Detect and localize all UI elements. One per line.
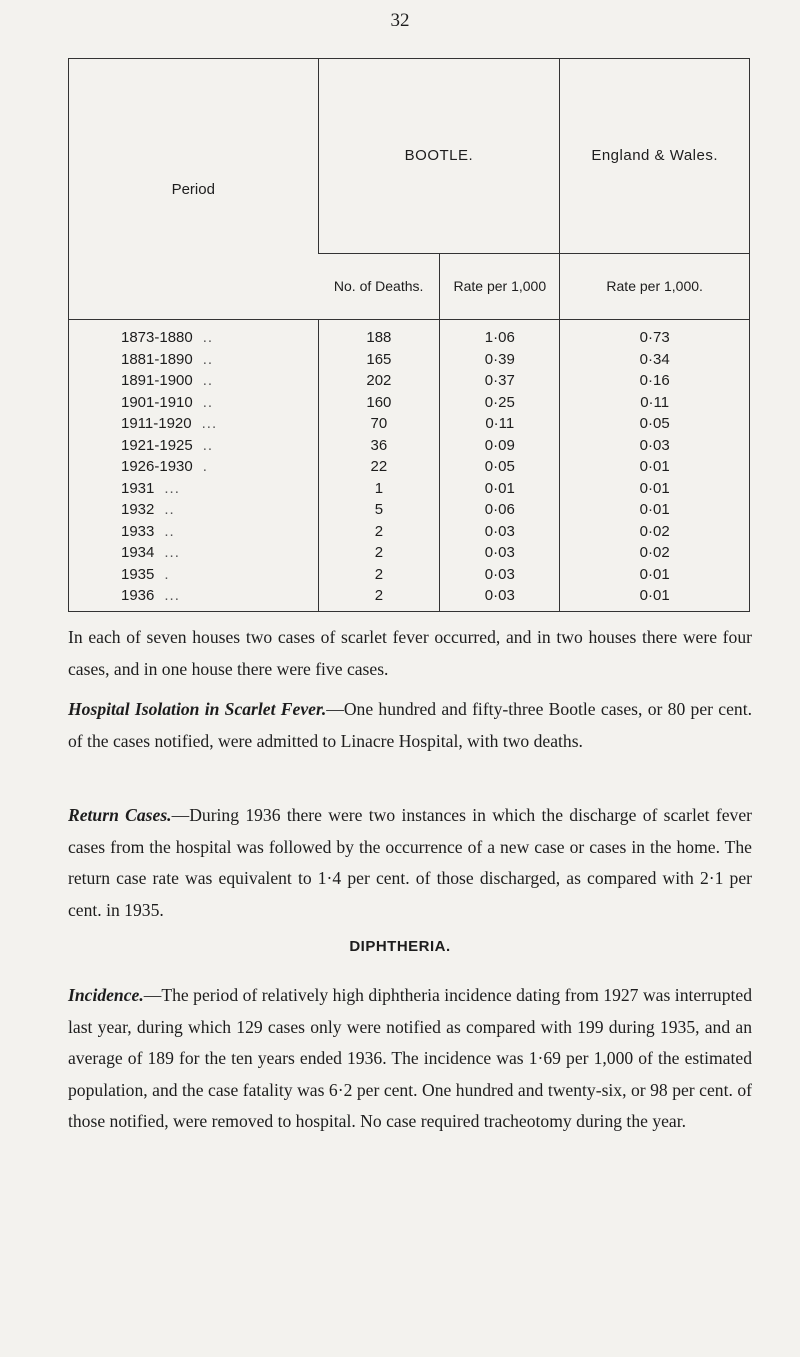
cell-rate: 0·03 [440, 521, 560, 543]
cell-period: 1891-1900 .. [121, 372, 214, 390]
paragraph-lead: Hospital Isolation in Scarlet Fever. [68, 699, 327, 719]
cell-period: 1935 . [121, 565, 170, 583]
cell-rate: 0·05 [440, 456, 560, 478]
paragraph-hospital-isolation [68, 694, 752, 757]
table-row [69, 585, 750, 611]
cell-deaths: 22 [318, 456, 440, 478]
cell-ew-rate: 0·05 [560, 413, 750, 435]
table-row [69, 413, 750, 435]
cell-deaths: 5 [318, 499, 440, 521]
mortality-table [68, 58, 750, 612]
header-no-of-deaths: No. of Deaths. [318, 253, 440, 319]
cell-ew-rate: 0·01 [560, 478, 750, 500]
cell-period: 1921-1925 .. [121, 436, 214, 454]
paragraph-lead: Incidence. [68, 985, 144, 1005]
cell-period: 1873-1880 .. [121, 329, 214, 347]
cell-ew-rate: 0·01 [560, 499, 750, 521]
paragraph-lead: Return Cases. [68, 805, 172, 825]
paragraph-body: —One hundred and fifty-three Bootle cases, or 80 per cent. of the cases notified, were admitted to Linacre Hospital, with two deaths. [68, 699, 752, 751]
paragraph-body: —The period of relatively high diphtheria incidence dating from 1927 was interrupted last year, during which 129 cases only were notified as compared with 199 during 1935, and an average of 189 for the ten years ended 1936. The incidence was 1·69 per 1,000 of the estimated population, and the case fatality was 6·2 per cent. One hundred and twenty-six, or 98 per cent. of those notified, were removed to hospital. No case required tracheotomy during the year. [68, 985, 752, 1131]
cell-rate: 0·11 [440, 413, 560, 435]
cell-rate: 1·06 [440, 320, 560, 349]
cell-rate: 0·01 [440, 478, 560, 500]
table-row [69, 456, 750, 478]
cell-ew-rate: 0·11 [560, 392, 750, 414]
cell-ew-rate: 0·01 [560, 564, 750, 586]
mortality-table-wrapper [68, 58, 750, 612]
cell-rate: 0·39 [440, 349, 560, 371]
cell-ew-rate: 0·34 [560, 349, 750, 371]
cell-period: 1934 ... [121, 544, 180, 562]
table-row [69, 564, 750, 586]
cell-deaths: 165 [318, 349, 440, 371]
table-row [69, 392, 750, 414]
table-body [69, 320, 750, 612]
cell-rate: 0·37 [440, 370, 560, 392]
cell-ew-rate: 0·02 [560, 521, 750, 543]
cell-period: 1901-1910 .. [121, 393, 214, 411]
header-period: Period [69, 59, 319, 320]
cell-deaths: 202 [318, 370, 440, 392]
cell-deaths: 2 [318, 542, 440, 564]
cell-rate: 0·25 [440, 392, 560, 414]
table-row [69, 521, 750, 543]
header-england-wales: England & Wales. [560, 59, 750, 254]
cell-rate: 0·03 [440, 585, 560, 611]
table-row [69, 542, 750, 564]
cell-ew-rate: 0·01 [560, 585, 750, 611]
table-row [69, 435, 750, 457]
cell-ew-rate: 0·03 [560, 435, 750, 457]
cell-rate: 0·06 [440, 499, 560, 521]
cell-rate: 0·09 [440, 435, 560, 457]
cell-ew-rate: 0·73 [560, 320, 750, 349]
cell-deaths: 2 [318, 585, 440, 611]
cell-period: 1932 .. [121, 501, 175, 519]
cell-deaths: 1 [318, 478, 440, 500]
cell-deaths: 2 [318, 521, 440, 543]
cell-period: 1911-1920 ... [121, 415, 218, 433]
cell-deaths: 70 [318, 413, 440, 435]
cell-period: 1931 ... [121, 479, 180, 497]
cell-ew-rate: 0·02 [560, 542, 750, 564]
cell-ew-rate: 0·16 [560, 370, 750, 392]
header-rate-bootle: Rate per 1,000 [440, 253, 560, 319]
cell-deaths: 2 [318, 564, 440, 586]
table-row [69, 349, 750, 371]
cell-period: 1933 .. [121, 522, 175, 540]
cell-rate: 0·03 [440, 564, 560, 586]
paragraph-scarlet-fever-houses [68, 622, 752, 685]
cell-deaths: 160 [318, 392, 440, 414]
cell-period: 1936 ... [69, 585, 319, 611]
paragraph-text: In each of seven houses two cases of scarlet fever occurred, and in two houses there were four cases, and in one house there were five cases. [68, 627, 752, 679]
page-number: 32 [390, 10, 410, 31]
paragraph-diphtheria-incidence [68, 980, 752, 1138]
table-row [69, 320, 750, 349]
cell-deaths: 188 [318, 320, 440, 349]
table-row [69, 370, 750, 392]
header-rate-england: Rate per 1,000. [560, 253, 750, 319]
cell-period: 1881-1890 .. [121, 350, 214, 368]
paragraph-return-cases [68, 800, 752, 926]
table-row [69, 499, 750, 521]
cell-deaths: 36 [318, 435, 440, 457]
cell-rate: 0·03 [440, 542, 560, 564]
cell-ew-rate: 0·01 [560, 456, 750, 478]
cell-period: 1926-1930 . [121, 458, 208, 476]
header-bootle: BOOTLE. [318, 59, 560, 254]
paragraph-body: —During 1936 there were two instances in which the discharge of scarlet fever cases from the hospital was followed by the occurrence of a new case or cases in the home. The return case rate was equivalent to 1·4 per cent. of those discharged, as compared with 2·1 per cent. in 1935. [68, 805, 752, 920]
section-heading-diphtheria: DIPHTHERIA. [349, 938, 451, 955]
table-row [69, 478, 750, 500]
